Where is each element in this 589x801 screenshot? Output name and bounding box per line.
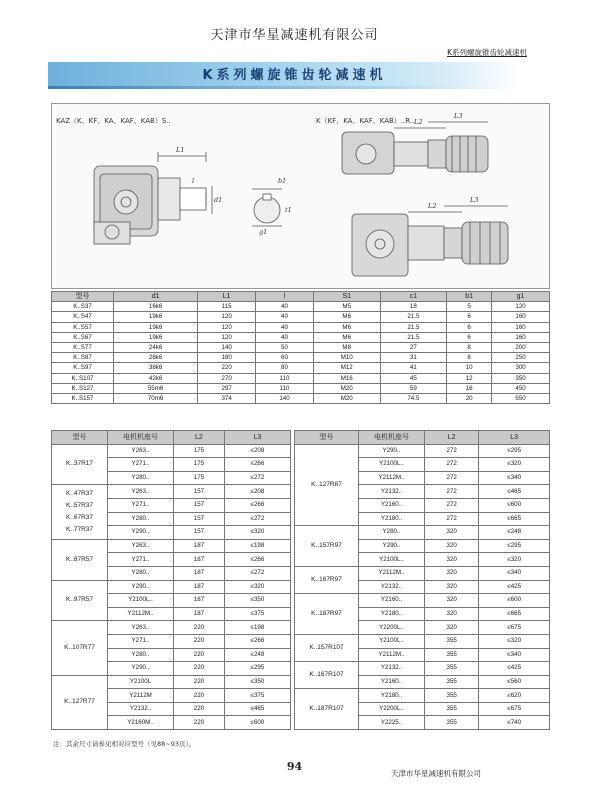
footnote: 注：其余尺寸请参见相对应型号（见88~93页）。 — [53, 740, 196, 748]
table-cell: 42k6 — [114, 373, 198, 383]
table-row — [295, 634, 550, 648]
table-cell: ≤320 — [479, 553, 550, 567]
table-cell: 8 — [447, 342, 492, 352]
table-cell: 355 — [425, 675, 479, 689]
table-cell: 18 — [380, 302, 447, 312]
table-row — [52, 393, 550, 403]
table-cell: 250 — [492, 353, 550, 363]
table-cell: ≤272 — [224, 566, 290, 580]
table-cell: 355 — [425, 702, 479, 716]
table-cell: Y271.. — [108, 553, 174, 567]
table-cell: 120 — [492, 302, 550, 312]
table-cell: 220 — [198, 363, 256, 373]
col-header: L3 — [224, 431, 290, 445]
model-group-cell: K..87R57 — [52, 539, 108, 580]
table-row — [295, 444, 550, 458]
table-cell: 187 — [174, 594, 225, 608]
table-cell: 187 — [174, 553, 225, 567]
table-cell: 320 — [425, 539, 479, 553]
table-cell: Y2225.. — [359, 716, 425, 730]
table-cell: Y271.. — [108, 498, 174, 512]
table-cell: K..S57 — [52, 322, 114, 332]
table-cell: Y263.. — [108, 485, 174, 499]
table-cell: ≤248 — [224, 648, 290, 662]
table-cell: K..S37 — [52, 302, 114, 312]
table-row — [52, 580, 291, 594]
table-cell: 350 — [492, 373, 550, 383]
table-cell: Y280.. — [108, 512, 174, 526]
table-cell: Y290.. — [108, 526, 174, 540]
table-cell: 20 — [447, 393, 492, 403]
table-cell: Y2160.. — [359, 675, 425, 689]
table-cell: 175 — [174, 458, 225, 472]
table-cell: 28k6 — [114, 353, 198, 363]
table-cell: ≤295 — [479, 444, 550, 458]
table-row — [295, 566, 550, 580]
table-cell: 10 — [447, 363, 492, 373]
drawing-left-label: KAZ（K、KF、KA、KAF、KAB）S.. — [56, 117, 171, 125]
table-cell: Y2160M.. — [108, 716, 174, 730]
footer-company: 天津市华星减速机有限公司 — [391, 769, 481, 778]
table-row — [52, 353, 550, 363]
table-cell: 187 — [174, 580, 225, 594]
model-group-cell: K..187R97 — [295, 594, 359, 635]
table-cell: ≤198 — [224, 539, 290, 553]
table-cell: 187 — [174, 607, 225, 621]
table-cell: 355 — [425, 634, 479, 648]
col-header: 型号 — [52, 431, 108, 445]
table-cell: ≤425 — [479, 662, 550, 676]
table-row — [52, 621, 291, 635]
table-cell: 180 — [198, 353, 256, 363]
table-cell: 272 — [425, 471, 479, 485]
table-cell: M5 — [313, 302, 380, 312]
table-cell: Y2180.. — [359, 512, 425, 526]
table-cell: ≤465 — [224, 702, 290, 716]
table-cell: M16 — [313, 373, 380, 383]
table-cell: 40 — [256, 332, 314, 342]
table-cell: ≤198 — [224, 621, 290, 635]
col-header: L1 — [198, 292, 256, 302]
table-row — [52, 302, 550, 312]
table-cell: 38k6 — [114, 363, 198, 373]
table-cell: 220 — [174, 662, 225, 676]
table-cell: K..S87 — [52, 353, 114, 363]
company-name: 天津市华星减速机有限公司 — [210, 28, 379, 43]
model-group-cell: K..97R57 — [52, 580, 108, 621]
model-group-cell: K..127R87 — [295, 444, 359, 526]
table-cell: 320 — [425, 566, 479, 580]
table-cell: M10 — [313, 353, 380, 363]
table-cell: 220 — [174, 689, 225, 703]
table-cell: ≤740 — [479, 716, 550, 730]
table-cell: 220 — [174, 648, 225, 662]
table-cell: 50 — [256, 342, 314, 352]
table-cell: Y271.. — [108, 634, 174, 648]
model-group-cell: K..167R107 — [295, 662, 359, 689]
dim-t1: t1 — [285, 206, 292, 214]
table-cell: 16k6 — [114, 302, 198, 312]
col-header: 型号 — [52, 292, 114, 302]
table-row — [52, 322, 550, 332]
table-cell: 160 — [492, 332, 550, 342]
table-header-row — [52, 431, 291, 445]
table-cell: 41 — [380, 363, 447, 373]
table-cell: 40 — [256, 312, 314, 322]
table-cell: 21.5 — [380, 322, 447, 332]
table-cell: Y263.. — [108, 539, 174, 553]
table-row — [52, 539, 291, 553]
table-row — [52, 383, 550, 393]
table-cell: 220 — [174, 716, 225, 730]
table-cell: 320 — [425, 580, 479, 594]
table-cell: 300 — [492, 363, 550, 373]
table-cell: 355 — [425, 662, 479, 676]
col-header: L2 — [425, 431, 479, 445]
table-cell: M20 — [313, 383, 380, 393]
table-cell: Y2100L.. — [108, 594, 174, 608]
table-cell: 355 — [425, 689, 479, 703]
table-cell: ≤465 — [479, 485, 550, 499]
table-cell: 21.5 — [380, 312, 447, 322]
table-cell: Y2200L.. — [359, 702, 425, 716]
table-cell: 157 — [174, 526, 225, 540]
drawing-right-label: K（KF、KA、KAF、KAB）..R.. — [316, 117, 415, 125]
table-cell: Y2112M.. — [359, 566, 425, 580]
col-header: 电机机座号 — [108, 431, 174, 445]
table-cell: 120 — [198, 312, 256, 322]
table-cell: ≤340 — [479, 566, 550, 580]
table-cell: 374 — [198, 393, 256, 403]
col-header: g1 — [492, 292, 550, 302]
table-cell: 5 — [447, 302, 492, 312]
model-group-cell: K..107R77 — [52, 621, 108, 675]
table-row — [52, 485, 291, 499]
table-cell: 80 — [256, 363, 314, 373]
col-header: l — [256, 292, 314, 302]
table-cell: ≤350 — [224, 675, 290, 689]
table-cell: Y2100L.. — [359, 458, 425, 472]
model-group-cell: K..187R107 — [295, 689, 359, 730]
section-subtitle: K系列螺旋锥齿轮减速机 — [447, 48, 527, 57]
table-cell: 16 — [447, 383, 492, 393]
table-cell: ≤295 — [479, 539, 550, 553]
table-cell: 320 — [425, 594, 479, 608]
table-cell: M8 — [313, 342, 380, 352]
table-cell: 110 — [256, 383, 314, 393]
table-row — [295, 594, 550, 608]
table-cell: 6 — [447, 322, 492, 332]
table-cell: 320 — [425, 553, 479, 567]
table-header-row — [295, 431, 550, 445]
table-cell: ≤320 — [224, 580, 290, 594]
table-cell: 320 — [425, 607, 479, 621]
table-cell: K..S77 — [52, 342, 114, 352]
table-cell: 187 — [174, 539, 225, 553]
table-cell: ≤295 — [224, 662, 290, 676]
page-number: 94 — [286, 760, 303, 773]
dim-l3-bottom: L3 — [470, 196, 479, 204]
motor-table-right — [294, 430, 550, 730]
table-cell: Y2100L.. — [359, 634, 425, 648]
table-cell: 220 — [174, 621, 225, 635]
table-cell: Y280.. — [108, 566, 174, 580]
table-cell: 157 — [174, 512, 225, 526]
table-cell: M6 — [313, 312, 380, 322]
model-group-cell: K..47R37 K..57R37 K..67R37 K..77R37 — [52, 485, 108, 539]
table-cell: Y2132.. — [108, 702, 174, 716]
table-cell: ≤560 — [479, 675, 550, 689]
table-cell: 187 — [174, 566, 225, 580]
table-cell: 200 — [492, 342, 550, 352]
table-cell: Y2132.. — [359, 580, 425, 594]
table-cell: 120 — [198, 322, 256, 332]
table-cell: Y290.. — [359, 444, 425, 458]
page-title: K系列螺旋锥齿轮减速机 — [202, 68, 387, 83]
table-cell: 70m6 — [114, 393, 198, 403]
table-row — [295, 526, 550, 540]
table-cell: 272 — [425, 458, 479, 472]
table-cell: 55m6 — [114, 383, 198, 393]
table-cell: 74.5 — [380, 393, 447, 403]
table-cell: Y2112M.. — [108, 607, 174, 621]
table-cell: 355 — [425, 648, 479, 662]
table-cell: Y2160.. — [359, 594, 425, 608]
table-cell: M6 — [313, 322, 380, 332]
model-group-cell: K..167R97 — [295, 566, 359, 593]
shaft-dimension-table — [51, 291, 550, 404]
table-cell: 59 — [380, 383, 447, 393]
table-cell: Y290.. — [108, 662, 174, 676]
table-cell: M20 — [313, 393, 380, 403]
table-cell: ≤272 — [224, 512, 290, 526]
table-cell: K..S107 — [52, 373, 114, 383]
dim-l3-top: L3 — [454, 112, 463, 120]
table-row — [52, 675, 291, 689]
model-group-cell: K..37R17 — [52, 444, 108, 485]
table-cell: 320 — [425, 526, 479, 540]
table-cell: ≤208 — [224, 485, 290, 499]
table-cell: ≤675 — [479, 702, 550, 716]
table-cell: 220 — [174, 702, 225, 716]
table-cell: ≤340 — [479, 471, 550, 485]
table-row — [52, 444, 291, 458]
table-cell: ≤266 — [224, 498, 290, 512]
table-cell: ≤272 — [224, 471, 290, 485]
table-cell: ≤266 — [224, 458, 290, 472]
banner-stripe — [48, 86, 518, 89]
table-cell: Y2180.. — [359, 689, 425, 703]
table-cell: ≤675 — [479, 621, 550, 635]
table-cell: 31 — [380, 353, 447, 363]
table-cell: Y2100L — [108, 675, 174, 689]
table-cell: 272 — [425, 485, 479, 499]
model-group-cell: K..127R77 — [52, 675, 108, 729]
table-cell: 160 — [492, 322, 550, 332]
table-cell: 270 — [198, 373, 256, 383]
table-cell: Y271.. — [108, 458, 174, 472]
table-cell: 60 — [256, 353, 314, 363]
table-cell: 19k6 — [114, 322, 198, 332]
table-cell: K..S67 — [52, 332, 114, 342]
motor-table-left — [51, 430, 291, 730]
model-group-cell: K..157R107 — [295, 634, 359, 661]
table-cell: ≤340 — [479, 648, 550, 662]
table-cell: 355 — [425, 716, 479, 730]
table-cell: Y263.. — [108, 444, 174, 458]
table-row — [52, 332, 550, 342]
col-header: 型号 — [295, 431, 359, 445]
table-cell: 19k6 — [114, 312, 198, 322]
table-cell: 110 — [256, 373, 314, 383]
table-cell: 297 — [198, 383, 256, 393]
table-cell: 24k6 — [114, 342, 198, 352]
table-cell: Y2180.. — [359, 607, 425, 621]
table-cell: ≤620 — [479, 689, 550, 703]
table-cell: ≤600 — [479, 594, 550, 608]
table-cell: 272 — [425, 498, 479, 512]
table-cell: M12 — [313, 363, 380, 373]
col-header: d1 — [114, 292, 198, 302]
col-header: 电机机座号 — [359, 431, 425, 445]
table-cell: ≤248 — [479, 526, 550, 540]
table-cell: 550 — [492, 393, 550, 403]
table-cell: 45 — [380, 373, 447, 383]
table-cell: Y280.. — [359, 526, 425, 540]
table-cell: ≤665 — [479, 512, 550, 526]
table-cell: 115 — [198, 302, 256, 312]
col-header: S1 — [313, 292, 380, 302]
table-cell: 6 — [447, 332, 492, 342]
table-header-row — [52, 292, 550, 302]
table-cell: ≤320 — [479, 634, 550, 648]
table-cell: 140 — [256, 393, 314, 403]
table-cell: ≤375 — [224, 607, 290, 621]
col-header: L2 — [174, 431, 225, 445]
table-cell: Y280.. — [108, 471, 174, 485]
table-cell: 157 — [174, 498, 225, 512]
table-cell: Y2112M — [108, 689, 174, 703]
table-cell: 140 — [198, 342, 256, 352]
table-cell: Y2132.. — [359, 485, 425, 499]
dim-l2-bottom: L2 — [428, 202, 437, 210]
table-cell: 19k6 — [114, 332, 198, 342]
table-cell: M6 — [313, 332, 380, 342]
dim-l1: L1 — [176, 146, 185, 154]
drawing-panel — [51, 103, 550, 289]
dim-l: l — [192, 177, 195, 185]
table-cell: K..S47 — [52, 312, 114, 322]
table-cell: Y290.. — [359, 539, 425, 553]
model-group-cell: K..157R97 — [295, 526, 359, 567]
table-cell: Y2132.. — [359, 662, 425, 676]
table-cell: ≤600 — [224, 716, 290, 730]
table-cell: Y2112M.. — [359, 471, 425, 485]
table-row — [52, 373, 550, 383]
table-cell: 157 — [174, 485, 225, 499]
table-cell: 40 — [256, 322, 314, 332]
table-cell: 450 — [492, 383, 550, 393]
table-cell: Y2100L.. — [359, 553, 425, 567]
table-cell: ≤665 — [479, 607, 550, 621]
table-cell: ≤350 — [224, 594, 290, 608]
table-cell: Y2160.. — [359, 498, 425, 512]
table-cell: 120 — [198, 332, 256, 342]
table-cell: Y280.. — [108, 648, 174, 662]
col-header: L3 — [479, 431, 550, 445]
table-cell: Y263.. — [108, 621, 174, 635]
table-cell: Y2112M.. — [359, 648, 425, 662]
table-cell: ≤208 — [224, 444, 290, 458]
table-cell: 12 — [447, 373, 492, 383]
table-cell: 220 — [174, 675, 225, 689]
table-row — [295, 689, 550, 703]
dim-d1: d1 — [214, 196, 223, 204]
table-cell: 272 — [425, 444, 479, 458]
table-row — [52, 312, 550, 322]
table-cell: ≤425 — [479, 580, 550, 594]
table-cell: Y290.. — [108, 580, 174, 594]
table-cell: 8 — [447, 353, 492, 363]
table-cell: 272 — [425, 512, 479, 526]
table-cell: ≤320 — [479, 458, 550, 472]
table-cell: Y2200L.. — [359, 621, 425, 635]
table-cell: 220 — [174, 634, 225, 648]
table-row — [52, 363, 550, 373]
table-cell: 175 — [174, 471, 225, 485]
table-cell: 6 — [447, 312, 492, 322]
table-cell: 21.5 — [380, 332, 447, 342]
col-header: b1 — [447, 292, 492, 302]
dim-b1: b1 — [278, 177, 287, 185]
table-cell: 175 — [174, 444, 225, 458]
table-cell: ≤375 — [224, 689, 290, 703]
table-cell: 320 — [425, 621, 479, 635]
table-cell: ≤320 — [224, 526, 290, 540]
table-row — [295, 662, 550, 676]
dim-g1: g1 — [259, 228, 268, 236]
table-cell: 40 — [256, 302, 314, 312]
col-header: c1 — [380, 292, 447, 302]
table-cell: 160 — [492, 312, 550, 322]
table-cell: ≤600 — [479, 498, 550, 512]
table-cell: ≤266 — [224, 553, 290, 567]
table-cell: K..S127 — [52, 383, 114, 393]
table-row — [52, 342, 550, 352]
table-cell: K..S157 — [52, 393, 114, 403]
table-cell: 27 — [380, 342, 447, 352]
dim-l2-top: L2 — [414, 118, 423, 126]
table-cell: ≤266 — [224, 634, 290, 648]
table-cell: K..S97 — [52, 363, 114, 373]
